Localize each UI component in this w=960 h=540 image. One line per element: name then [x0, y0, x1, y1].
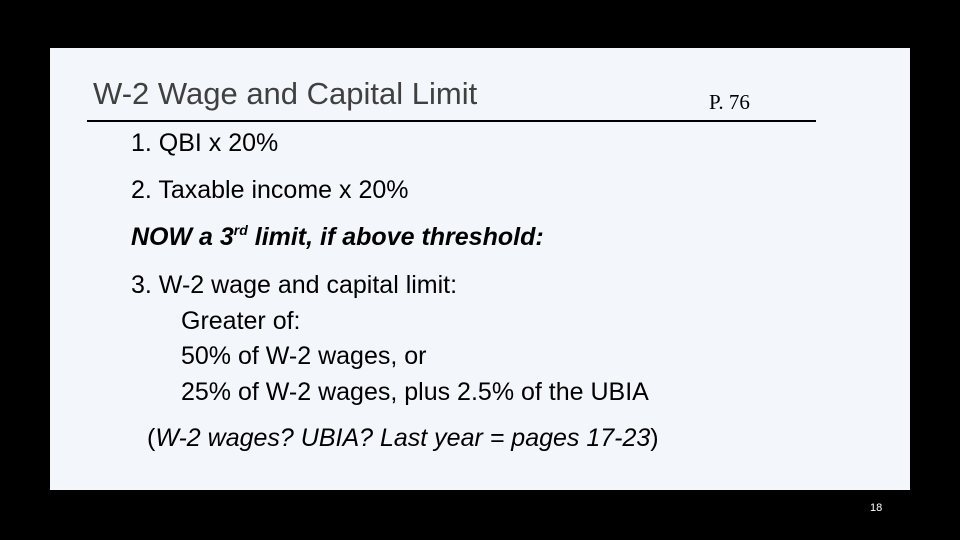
third-limit-pre: NOW a 3 [131, 223, 234, 251]
note-line [147, 424, 659, 453]
list-item-taxable-income: 2. Taxable income x 20% [131, 176, 409, 204]
note-open-paren: ( [147, 424, 156, 452]
sub-item-25-percent: 25% of W-2 wages, plus 2.5% of the UBIA [181, 378, 649, 406]
slide-number: 18 [870, 502, 883, 514]
slide-title: W-2 Wage and Capital Limit [93, 76, 478, 111]
page-reference: P. 76 [709, 90, 750, 114]
sub-item-greater-of: Greater of: [181, 307, 301, 335]
title-divider [87, 120, 816, 122]
note-close-paren: ) [650, 424, 659, 452]
note-text: W-2 wages? UBIA? Last year = pages 17-23 [155, 424, 651, 452]
sub-item-50-percent: 50% of W-2 wages, or [181, 342, 427, 370]
list-item-w2-limit: 3. W-2 wage and capital limit: [131, 271, 458, 299]
third-limit-post: limit, if above threshold: [247, 223, 544, 251]
third-limit-sup: rd [233, 222, 248, 238]
list-item-qbi: 1. QBI x 20% [131, 129, 279, 157]
third-limit-heading [131, 222, 544, 252]
